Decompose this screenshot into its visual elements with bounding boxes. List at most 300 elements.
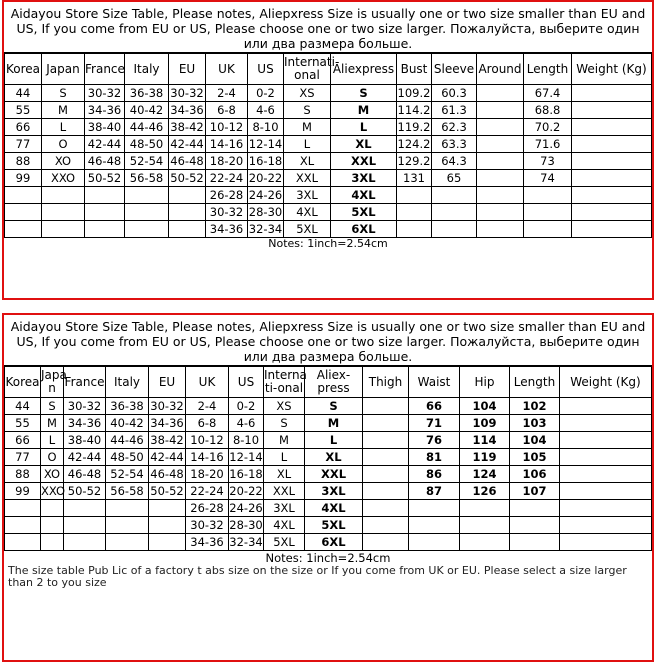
table-cell: [42, 221, 85, 238]
table-cell: [363, 466, 409, 483]
table-cell: L: [305, 432, 363, 449]
table-cell: 87: [409, 483, 460, 500]
table-cell: M: [41, 415, 64, 432]
table-row: [5, 170, 652, 187]
table-cell: [572, 136, 652, 153]
table-cell: 56-58: [125, 170, 169, 187]
table-cell: 44: [5, 398, 41, 415]
table-cell: 30-32: [186, 517, 229, 534]
table-cell: [560, 517, 652, 534]
table-cell: 124.2: [397, 137, 431, 151]
table-cell: [560, 398, 652, 415]
column-header: Interna ti-onal: [264, 367, 305, 398]
table-cell: 126: [460, 483, 510, 500]
table-cell: 88: [5, 153, 42, 170]
table-cell: [125, 187, 169, 204]
table-cell: 3XL: [331, 170, 397, 187]
size-table-panel-top: [2, 0, 654, 300]
table-cell: 65: [432, 170, 477, 187]
header-row: [5, 367, 652, 398]
table-cell: [560, 483, 652, 500]
table-cell: [460, 517, 510, 534]
table-cell: XO: [42, 153, 85, 170]
table-cell: [41, 517, 64, 534]
table-cell: [106, 517, 149, 534]
table-cell: 71: [409, 415, 460, 432]
table-row: [5, 187, 652, 204]
table-cell: 46-48: [150, 467, 184, 481]
table-cell: [5, 204, 42, 221]
table-cell: 46-48: [64, 466, 106, 483]
table-cell: 34-36: [64, 415, 106, 432]
table-cell: M: [264, 432, 305, 449]
table-cell: 3XL: [284, 187, 331, 204]
table-cell: 10-12: [206, 119, 248, 136]
table-cell: 10-12: [186, 432, 229, 449]
table-cell: 104: [510, 432, 560, 449]
table-cell: [477, 170, 524, 187]
table-cell: XXL: [284, 170, 331, 187]
table-cell: 4XL: [264, 517, 305, 534]
table-cell: 6-8: [186, 415, 229, 432]
table-cell: 56-58: [106, 483, 149, 500]
table-cell: 68.8: [524, 102, 572, 119]
column-header: Internati-onal: [284, 54, 331, 85]
table-cell: 88: [5, 466, 41, 483]
size-table: [4, 53, 652, 238]
table-cell: [510, 534, 560, 551]
table-row: [5, 500, 652, 517]
table-cell: 6XL: [305, 534, 363, 551]
table-cell: 30-32: [64, 398, 106, 415]
table-cell: 64.3: [432, 153, 477, 170]
table-cell: [432, 204, 477, 221]
column-header: Weight (Kg): [572, 54, 652, 85]
table-cell: XL: [331, 136, 397, 153]
table-cell: 107: [510, 483, 560, 500]
table-cell: 5XL: [305, 517, 363, 534]
column-header: Aliex-press: [305, 367, 363, 398]
column-header: Japa n: [41, 367, 64, 398]
table-row: [5, 153, 652, 170]
table-cell: [460, 500, 510, 517]
column-header: Weight (Kg): [560, 367, 652, 398]
column-header: Waist: [409, 367, 460, 398]
table-cell: [363, 398, 409, 415]
table-cell: [64, 517, 106, 534]
table-cell: [560, 415, 652, 432]
table-row: [5, 517, 652, 534]
table-cell: 42-44: [150, 450, 184, 464]
table-cell: XXL: [331, 153, 397, 170]
table-cell: L: [331, 119, 397, 136]
table-row: [5, 102, 652, 119]
table-cell: [149, 534, 186, 551]
table-cell: [85, 221, 125, 238]
table-cell: [363, 534, 409, 551]
table-cell: 12-14: [229, 450, 263, 464]
table-cell: 0-2: [229, 398, 264, 415]
table-cell: [560, 432, 652, 449]
table-cell: 109: [460, 415, 510, 432]
table-cell: [363, 415, 409, 432]
column-header: EU: [149, 367, 186, 398]
column-header: Around: [477, 54, 524, 85]
table-cell: 12-14: [248, 137, 283, 151]
table-cell: 5XL: [284, 221, 331, 238]
column-header: Korea: [5, 54, 42, 85]
column-header: Aliexpress: [331, 54, 397, 85]
table-cell: [5, 517, 41, 534]
table-cell: 4XL: [331, 187, 397, 204]
table-cell: [363, 517, 409, 534]
table-cell: [64, 534, 106, 551]
table-cell: 46-48: [85, 153, 125, 170]
table-cell: 2-4: [186, 398, 229, 415]
table-cell: S: [42, 85, 85, 102]
table-cell: L: [41, 432, 64, 449]
table-cell: 34-36: [85, 102, 125, 119]
table-cell: [85, 187, 125, 204]
column-header: Korea: [5, 367, 41, 398]
table-cell: 109.2: [397, 86, 431, 100]
table-cell: [41, 500, 64, 517]
table-cell: 18-20: [186, 466, 229, 483]
table-cell: 50-52: [64, 483, 106, 500]
table-cell: 28-30: [229, 518, 263, 532]
table-cell: 8-10: [248, 119, 284, 136]
table-cell: [41, 534, 64, 551]
table-cell: 71.6: [524, 136, 572, 153]
table-cell: [572, 221, 652, 238]
table-cell: 76: [409, 432, 460, 449]
table-cell: S: [264, 415, 305, 432]
table-cell: 20-22: [229, 484, 263, 498]
table-cell: [363, 449, 409, 466]
table-cell: XS: [284, 85, 331, 102]
table-cell: [169, 204, 206, 221]
table-cell: 74: [524, 170, 572, 187]
size-table-title: Aidayou Store Size Table, Please notes, Aliepxress Size is usually one or two size smaller than EU and US, If you come from EU or US, Please choose one or two size larger. Пожалуйста, выберите один или два размера больше.: [4, 2, 652, 53]
table-cell: O: [42, 136, 85, 153]
column-header: UK: [206, 54, 248, 85]
table-cell: 103: [510, 415, 560, 432]
table-cell: [477, 85, 524, 102]
table-cell: [85, 204, 125, 221]
notes-text: Notes: 1inch=2.54cm: [265, 551, 391, 565]
table-cell: 114: [460, 432, 510, 449]
table-cell: [477, 204, 524, 221]
table-cell: 22-24: [206, 170, 248, 187]
table-cell: 66: [5, 432, 41, 449]
table-cell: O: [41, 449, 64, 466]
table-cell: [510, 500, 560, 517]
table-cell: 105: [510, 449, 560, 466]
table-cell: 32-34: [248, 222, 283, 236]
size-table-panel-bottom: [2, 313, 654, 662]
table-cell: [524, 221, 572, 238]
table-cell: 66: [409, 398, 460, 415]
table-cell: 20-22: [248, 171, 283, 185]
table-cell: [125, 221, 169, 238]
table-cell: 129.2: [397, 154, 431, 168]
table-cell: 4-6: [229, 415, 264, 432]
table-cell: 42-44: [85, 136, 125, 153]
table-cell: 24-26: [248, 188, 283, 202]
table-cell: [572, 153, 652, 170]
table-cell: [560, 534, 652, 551]
table-cell: [477, 153, 524, 170]
table-cell: [477, 136, 524, 153]
column-header: France: [64, 367, 106, 398]
table-cell: [510, 517, 560, 534]
table-cell: 63.3: [432, 136, 477, 153]
table-cell: L: [264, 449, 305, 466]
table-cell: XXO: [42, 170, 85, 187]
table-cell: 73: [524, 153, 572, 170]
column-header: Bust: [397, 54, 432, 85]
table-cell: 36-38: [106, 398, 149, 415]
table-cell: M: [331, 102, 397, 119]
table-cell: [5, 534, 41, 551]
table-cell: 114.2: [397, 103, 431, 117]
table-cell: 38-40: [64, 432, 106, 449]
table-cell: 4-6: [248, 102, 284, 119]
table-cell: 46-48: [170, 154, 204, 168]
column-header: Thigh: [363, 367, 409, 398]
table-cell: 26-28: [206, 187, 248, 204]
table-cell: [5, 500, 41, 517]
table-cell: [106, 500, 149, 517]
table-cell: 30-32: [150, 399, 184, 413]
table-cell: 42-44: [64, 449, 106, 466]
table-cell: 119: [460, 449, 510, 466]
column-header: Sleeve: [432, 54, 477, 85]
table-cell: L: [284, 136, 331, 153]
column-header: Hip: [460, 367, 510, 398]
table-cell: 2-4: [206, 85, 248, 102]
table-cell: 50-52: [170, 171, 204, 185]
table-cell: 30-32: [85, 85, 125, 102]
table-cell: 102: [510, 398, 560, 415]
table-cell: [397, 221, 432, 238]
table-cell: S: [331, 85, 397, 102]
table-cell: 34-36: [170, 103, 204, 117]
table-cell: 60.3: [432, 85, 477, 102]
table-cell: [572, 204, 652, 221]
column-header: EU: [169, 54, 206, 85]
table-cell: XXL: [305, 466, 363, 483]
table-cell: S: [284, 102, 331, 119]
table-cell: XL: [264, 466, 305, 483]
table-cell: [397, 187, 432, 204]
table-cell: 4XL: [284, 204, 331, 221]
table-cell: 86: [409, 466, 460, 483]
table-cell: 18-20: [206, 153, 248, 170]
table-cell: [477, 187, 524, 204]
table-cell: 3XL: [305, 483, 363, 500]
table-cell: 16-18: [229, 467, 263, 481]
table-cell: 4XL: [305, 500, 363, 517]
table-cell: L: [42, 119, 85, 136]
table-cell: [477, 221, 524, 238]
column-header: Length: [524, 54, 572, 85]
table-cell: 48-50: [125, 136, 169, 153]
table-cell: 44-46: [106, 432, 149, 449]
table-cell: [363, 500, 409, 517]
table-cell: 24-26: [229, 501, 263, 515]
table-cell: [397, 204, 432, 221]
table-cell: 62.3: [432, 119, 477, 136]
table-cell: [432, 187, 477, 204]
table-cell: 52-54: [125, 153, 169, 170]
table-cell: [524, 187, 572, 204]
table-cell: 5XL: [331, 204, 397, 221]
table-cell: 99: [5, 483, 41, 500]
table-row: [5, 221, 652, 238]
table-cell: [64, 500, 106, 517]
table-cell: 104: [460, 398, 510, 415]
table-cell: XXO: [41, 484, 66, 498]
table-cell: [409, 500, 460, 517]
table-cell: 14-16: [206, 136, 248, 153]
table-cell: [477, 102, 524, 119]
table-cell: XO: [41, 466, 64, 483]
column-header: US: [248, 54, 284, 85]
table-cell: [169, 187, 206, 204]
table-row: [5, 534, 652, 551]
column-header: France: [85, 54, 125, 85]
table-cell: [42, 204, 85, 221]
table-cell: 61.3: [432, 102, 477, 119]
table-cell: [409, 517, 460, 534]
table-cell: 0-2: [248, 85, 284, 102]
table-cell: 26-28: [186, 500, 229, 517]
table-cell: 124: [460, 466, 510, 483]
table-row: [5, 466, 652, 483]
table-cell: [5, 221, 42, 238]
table-cell: [560, 500, 652, 517]
table-cell: 34-36: [186, 534, 229, 551]
table-cell: [5, 187, 42, 204]
table-cell: 3XL: [264, 500, 305, 517]
table-cell: 5XL: [264, 534, 305, 551]
table-cell: [572, 102, 652, 119]
table-cell: 50-52: [85, 170, 125, 187]
table-cell: M: [305, 415, 363, 432]
table-cell: 42-44: [170, 137, 204, 151]
clipped-notes-text: Notes: 1inch=2.54cm: [268, 237, 388, 250]
table-cell: [432, 221, 477, 238]
table-cell: 131: [397, 170, 432, 187]
table-cell: 55: [5, 102, 42, 119]
table-cell: [149, 517, 186, 534]
table-cell: XS: [264, 398, 305, 415]
table-cell: 52-54: [106, 466, 149, 483]
table-row: [5, 204, 652, 221]
table-row: [5, 449, 652, 466]
table-cell: [42, 187, 85, 204]
table-row: [5, 432, 652, 449]
column-header: US: [229, 367, 264, 398]
table-cell: 44-46: [125, 119, 169, 136]
column-header: Italy: [125, 54, 169, 85]
column-header: Length: [510, 367, 560, 398]
table-row: [5, 415, 652, 432]
table-cell: M: [42, 102, 85, 119]
column-header: Japan: [42, 54, 85, 85]
table-cell: [524, 204, 572, 221]
size-table: [4, 366, 652, 551]
table-cell: 36-38: [125, 85, 169, 102]
table-cell: 44: [5, 85, 42, 102]
table-cell: [409, 534, 460, 551]
table-cell: 38-42: [170, 120, 204, 134]
table-cell: 119.2: [397, 120, 431, 134]
table-cell: 8-10: [229, 432, 264, 449]
table-cell: 28-30: [248, 205, 283, 219]
table-cell: XXL: [264, 483, 305, 500]
header-row: [5, 54, 652, 85]
table-cell: [572, 85, 652, 102]
table-cell: 38-40: [85, 119, 125, 136]
table-row: [5, 85, 652, 102]
table-cell: [572, 170, 652, 187]
table-cell: [106, 534, 149, 551]
table-cell: XL: [284, 153, 331, 170]
table-cell: 40-42: [106, 415, 149, 432]
table-cell: [363, 483, 409, 500]
table-cell: 77: [5, 136, 42, 153]
table-cell: 106: [510, 466, 560, 483]
column-header: Italy: [106, 367, 149, 398]
table-cell: 70.2: [524, 119, 572, 136]
table-cell: XL: [305, 449, 363, 466]
table-row: [5, 398, 652, 415]
table-cell: [560, 449, 652, 466]
table-cell: 40-42: [125, 102, 169, 119]
table-cell: S: [41, 398, 64, 415]
table-cell: [363, 432, 409, 449]
table-cell: [477, 119, 524, 136]
table-row: [5, 119, 652, 136]
table-cell: [169, 221, 206, 238]
table-cell: 81: [409, 449, 460, 466]
size-table-title: Aidayou Store Size Table, Please notes, Aliepxress Size is usually one or two size smaller than EU and US, If you come from EU or US, Please choose one or two size larger. Пожалуйста, выберите один или два размера больше.: [4, 315, 652, 366]
table-cell: 77: [5, 449, 41, 466]
table-cell: 22-24: [186, 483, 229, 500]
table-cell: 99: [5, 170, 42, 187]
table-cell: 38-42: [150, 433, 184, 447]
table-cell: [572, 119, 652, 136]
table-cell: 50-52: [150, 484, 184, 498]
table-cell: 6-8: [206, 102, 248, 119]
table-cell: 67.4: [524, 85, 572, 102]
table-cell: 30-32: [206, 204, 248, 221]
table-cell: 55: [5, 415, 41, 432]
table-cell: S: [305, 398, 363, 415]
table-cell: 48-50: [106, 449, 149, 466]
table-cell: 66: [5, 119, 42, 136]
column-header: UK: [186, 367, 229, 398]
table-cell: 16-18: [248, 154, 283, 168]
table-cell: 6XL: [331, 221, 397, 238]
table-cell: 34-36: [150, 416, 184, 430]
table-cell: 34-36: [206, 221, 248, 238]
table-row: [5, 136, 652, 153]
table-cell: [560, 466, 652, 483]
table-cell: [572, 187, 652, 204]
